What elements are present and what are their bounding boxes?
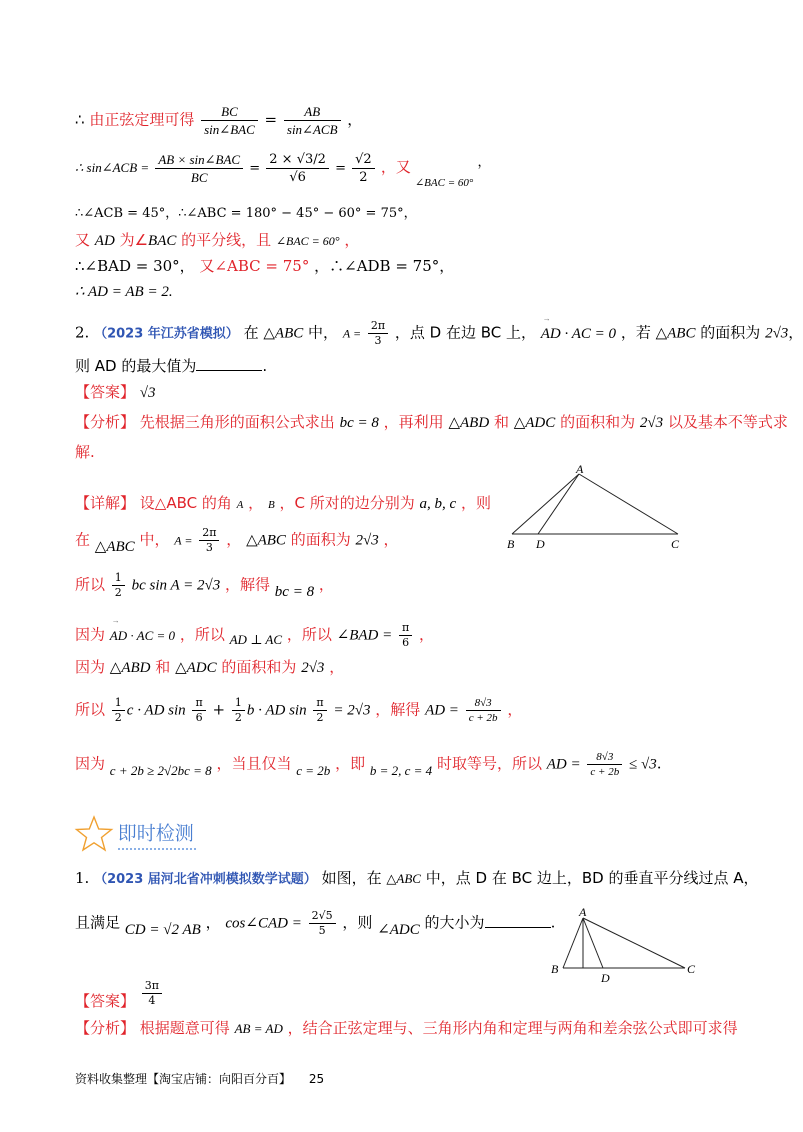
text: ， bbox=[226, 530, 242, 549]
line-ad: ∴ AD = AB = 2. bbox=[75, 284, 173, 300]
punct: ， bbox=[344, 231, 360, 249]
punct: . bbox=[550, 913, 556, 932]
denominator: 2 bbox=[359, 170, 368, 185]
expr: AD ⊥ AC bbox=[229, 631, 283, 647]
angle: ∠ADC bbox=[377, 921, 420, 938]
lhs: ∴ sin∠ACB = bbox=[75, 160, 150, 175]
text: ∴∠BAD = 30°， bbox=[75, 257, 195, 275]
text: 时取等号，所以 bbox=[436, 754, 542, 773]
text: 如图，在 bbox=[321, 869, 382, 887]
area: 2√3 bbox=[355, 532, 379, 549]
denominator: BC bbox=[190, 170, 208, 185]
problem1-answer bbox=[75, 979, 164, 1010]
denominator: 3 bbox=[374, 334, 382, 347]
vector-equation: → AD · AC = 0 bbox=[110, 628, 175, 643]
text: ，解得 bbox=[225, 575, 271, 594]
fraction bbox=[199, 527, 219, 554]
fraction bbox=[155, 152, 243, 185]
var: B bbox=[267, 499, 275, 511]
edge-ac bbox=[583, 918, 685, 968]
denominator: 6 bbox=[195, 711, 203, 724]
detail-line6 bbox=[75, 697, 522, 724]
text: 又 bbox=[75, 231, 91, 249]
punct: . bbox=[656, 754, 662, 773]
vertex-c: C bbox=[687, 962, 696, 976]
numerator: 8√3 bbox=[587, 751, 622, 765]
text: ，又 bbox=[380, 158, 411, 176]
text: 根据题意可得 bbox=[139, 1019, 230, 1037]
expr: = 2√3 bbox=[333, 702, 371, 719]
fraction bbox=[368, 320, 388, 347]
area: 2√3 bbox=[301, 660, 325, 676]
expr: c = 2b bbox=[296, 762, 331, 778]
analysis-label: 【分析】 bbox=[75, 413, 136, 431]
footer bbox=[75, 1073, 324, 1085]
detail-line7 bbox=[75, 751, 662, 778]
denominator: 4 bbox=[148, 994, 156, 1007]
numerator: 2 × √3/2 bbox=[266, 152, 329, 169]
text: 和 bbox=[155, 658, 171, 676]
text: ， bbox=[248, 494, 264, 512]
numerator: 2√5 bbox=[309, 910, 336, 924]
fraction bbox=[112, 697, 125, 724]
denominator: 6 bbox=[402, 636, 410, 649]
text: 以及基本不等式求 bbox=[667, 413, 788, 431]
punct: ， bbox=[507, 700, 523, 719]
line-sine-rule: ∴ 由正弦定理可得 $\frac{BC}{\text{sin∠BAC}}$ = $\frac{AB}{\text{sin∠ACB}}$ ， bbox=[75, 104, 363, 137]
vertex-d: D bbox=[601, 971, 610, 985]
angle: ∠BAC = 60° bbox=[275, 234, 340, 248]
text: 的面积和为 bbox=[560, 413, 636, 431]
edge-ab bbox=[512, 474, 579, 534]
text: 中， bbox=[139, 530, 170, 549]
area: 2√3 bbox=[765, 325, 789, 342]
edge-ad bbox=[538, 474, 579, 534]
text: ，再利用 bbox=[383, 413, 444, 431]
text: ，则 bbox=[460, 494, 491, 512]
problem1-stem bbox=[75, 871, 759, 886]
term: b · AD sin bbox=[246, 702, 307, 719]
detail-line3 bbox=[75, 572, 334, 599]
edge-ab bbox=[563, 918, 583, 968]
problem2-analysis-line2: 解. bbox=[75, 443, 95, 461]
triangle: △ABC bbox=[263, 325, 304, 342]
fraction bbox=[192, 697, 205, 724]
problem2-stem-line2 bbox=[75, 358, 267, 374]
angle: A = bbox=[342, 326, 362, 341]
problem2-answer bbox=[75, 385, 156, 401]
text: 的面积和为 bbox=[221, 658, 297, 676]
source: （2023 年江苏省模拟） bbox=[94, 326, 239, 342]
punct: ， bbox=[419, 625, 435, 644]
segment: AD bbox=[94, 233, 115, 249]
expr: AB = AD bbox=[234, 1021, 283, 1036]
text: 的面积为 bbox=[290, 530, 351, 549]
edge-ad bbox=[583, 918, 603, 968]
problem2-stem bbox=[75, 320, 803, 347]
text: ， bbox=[383, 530, 399, 549]
detail-line1 bbox=[75, 496, 491, 512]
denominator: 2 bbox=[316, 711, 324, 724]
text: 因为 bbox=[75, 658, 106, 676]
answer-blank[interactable] bbox=[485, 915, 551, 928]
denominator: c + 2b bbox=[590, 766, 620, 778]
problem2-analysis bbox=[75, 415, 788, 431]
line-sin-acb: ∴ sin∠ACB = $\frac{\text{AB × sin∠BAC}}{BC}$ = $\frac{2 \times √3/2}{√6}$ = $\frac{√2}{2}$ ，又 $_{\angle BAC = 60^\circ}$ ， bbox=[75, 152, 491, 189]
text: 设△ABC 的角 bbox=[139, 494, 232, 512]
text: 中，点 D 在 BC 边上，BD 的垂直平分线过点 A， bbox=[425, 869, 759, 887]
fraction bbox=[284, 104, 341, 137]
problem1-analysis bbox=[75, 1021, 738, 1036]
area: 2√3 bbox=[639, 415, 664, 431]
numerator: AB × sin∠BAC bbox=[155, 152, 243, 169]
therefore-symbol: ∴ bbox=[75, 110, 85, 129]
numerator: 3π bbox=[142, 980, 162, 994]
fraction bbox=[112, 572, 125, 599]
text: 因为 bbox=[75, 754, 106, 773]
triangle: △ABC bbox=[655, 325, 696, 342]
text: ，所以 bbox=[286, 625, 332, 644]
fraction bbox=[232, 697, 245, 724]
triangle: △ABC bbox=[246, 532, 286, 549]
triangle: △ABC bbox=[386, 871, 421, 886]
text: ，所以 bbox=[179, 625, 225, 644]
fraction bbox=[142, 980, 162, 1007]
numerator: π bbox=[399, 622, 412, 636]
punct: ， bbox=[347, 110, 363, 129]
text: 的面积为 bbox=[700, 323, 761, 342]
numerator: √2 bbox=[352, 152, 375, 169]
text: 因为 bbox=[75, 625, 106, 644]
vertex-c: C bbox=[671, 537, 680, 551]
text: ，当且仅当 bbox=[216, 754, 292, 773]
numerator: AB bbox=[284, 104, 341, 121]
numerator: 1 bbox=[232, 697, 245, 711]
expr: b = 2, c = 4 bbox=[369, 762, 433, 778]
numerator: 8√3 bbox=[466, 697, 501, 711]
text: 为∠ bbox=[119, 231, 149, 249]
numerator: π bbox=[192, 697, 205, 711]
text: ，∴∠ADB = 75°， bbox=[314, 257, 455, 275]
numerator: 1 bbox=[112, 697, 125, 711]
text: ， bbox=[329, 658, 345, 676]
denominator: 2 bbox=[114, 586, 122, 599]
denominator: 3 bbox=[205, 541, 213, 554]
fraction bbox=[313, 697, 326, 724]
triangle: △ABD bbox=[109, 660, 151, 676]
expr: AD = bbox=[425, 702, 459, 719]
vertex-a: A bbox=[576, 462, 584, 476]
vector-equation: → AD · AC = 0 bbox=[541, 326, 616, 342]
fraction bbox=[309, 910, 336, 937]
expr: AD = bbox=[546, 756, 581, 773]
text: 由正弦定理可得 bbox=[89, 110, 195, 129]
fraction bbox=[266, 152, 329, 185]
fraction bbox=[201, 104, 258, 137]
text: ， bbox=[318, 575, 334, 594]
angle: A = bbox=[174, 533, 193, 548]
expr: cos∠CAD = bbox=[225, 915, 302, 932]
expr: bc = 8 bbox=[339, 415, 379, 431]
problem1-stem-line2 bbox=[75, 910, 555, 937]
denominator: 2 bbox=[114, 711, 122, 724]
text: 和 bbox=[493, 413, 509, 431]
numerator: π bbox=[313, 697, 326, 711]
denominator: sin∠ACB bbox=[286, 122, 338, 137]
text: 中， bbox=[308, 323, 339, 342]
denominator: 2 bbox=[234, 711, 242, 724]
footer-text: 资料收集整理【淘宝店铺：向阳百分百】 bbox=[75, 1072, 292, 1086]
star-icon bbox=[75, 815, 113, 853]
text: ， bbox=[205, 913, 221, 932]
answer-label: 【答案】 bbox=[75, 991, 136, 1010]
triangle: △ADC bbox=[513, 415, 556, 431]
denominator: √6 bbox=[289, 170, 306, 185]
numerator: 1 bbox=[112, 572, 125, 586]
text: ，C 所对的边分别为 bbox=[279, 494, 415, 512]
detail-label: 【详解】 bbox=[75, 494, 136, 512]
figure-triangle-1 bbox=[545, 905, 705, 985]
numerator: 2π bbox=[199, 527, 219, 541]
triangle: △ABD bbox=[448, 415, 490, 431]
numerator: BC bbox=[201, 104, 258, 121]
text: 在 bbox=[243, 323, 259, 342]
text: 且满足 bbox=[75, 913, 121, 932]
text: ，则 bbox=[342, 913, 373, 932]
number: 2. bbox=[75, 323, 90, 342]
answer-label: 【答案】 bbox=[75, 383, 136, 401]
condition: CD = √2 AB bbox=[124, 921, 201, 938]
var: a, b, c bbox=[419, 496, 457, 512]
source: （2023 届河北省冲刺模拟数学试题） bbox=[94, 872, 317, 887]
edge-ac bbox=[579, 474, 678, 534]
triangle: △ADC bbox=[175, 660, 217, 676]
text: 又∠ABC = 75° bbox=[199, 257, 310, 275]
angle: BAC bbox=[148, 233, 177, 249]
text: 在 bbox=[75, 530, 91, 549]
line-bad bbox=[75, 259, 454, 274]
section-title: 即时检测 bbox=[117, 822, 194, 845]
number: 1. bbox=[75, 869, 90, 887]
inequality: c + 2b ≥ 2√2bc = 8 bbox=[109, 762, 212, 778]
fraction bbox=[587, 751, 622, 778]
punct: ， bbox=[788, 323, 803, 342]
text: 的平分线，且 bbox=[181, 231, 272, 249]
detail-line2 bbox=[75, 527, 399, 554]
vertex-a: A bbox=[579, 905, 587, 919]
figure-triangle-2 bbox=[500, 462, 700, 554]
fraction bbox=[466, 697, 501, 724]
detail-line5 bbox=[75, 660, 344, 676]
text: 先根据三角形的面积公式求出 bbox=[139, 413, 335, 431]
answer-blank[interactable] bbox=[196, 358, 262, 371]
text: ，点 D 在边 BC 上， bbox=[394, 323, 536, 342]
detail-line4 bbox=[75, 622, 434, 649]
line-bisector bbox=[75, 233, 359, 249]
text: 所以 bbox=[75, 575, 106, 594]
denominator: 5 bbox=[318, 924, 326, 937]
text: 的大小为 bbox=[424, 913, 485, 932]
vertex-b: B bbox=[551, 962, 559, 976]
expr: bc = 8 bbox=[274, 583, 315, 600]
expr: bc sin A = 2√3 bbox=[131, 577, 221, 594]
analysis-label: 【分析】 bbox=[75, 1019, 136, 1037]
text: 则 AD 的最大值为 bbox=[75, 357, 197, 375]
page-number: 25 bbox=[308, 1072, 325, 1086]
var: A bbox=[236, 499, 244, 511]
angle: ∠BAC = 60° bbox=[414, 177, 474, 189]
angle: ∠BAD = bbox=[336, 627, 393, 644]
denominator: sin∠BAC bbox=[204, 122, 255, 137]
term: c · AD sin bbox=[126, 702, 186, 719]
punct: ， bbox=[477, 155, 491, 170]
vertex-b: B bbox=[507, 537, 515, 551]
answer-value: √3 bbox=[139, 385, 156, 401]
plus: + bbox=[212, 700, 226, 719]
fraction bbox=[399, 622, 412, 649]
section-underline bbox=[118, 848, 196, 850]
text: ，结合正弦定理与、三角形内角和定理与两角和差余弦公式即可求得 bbox=[287, 1019, 738, 1037]
text: ，即 bbox=[335, 754, 366, 773]
punct: . bbox=[262, 357, 268, 375]
text: 所以 bbox=[75, 700, 106, 719]
text: ，若 bbox=[620, 323, 651, 342]
line-angles: ∴∠ACB = 45°，∴∠ABC = 180° − 45° − 60° = 75°， bbox=[75, 206, 417, 221]
triangle: △ABC bbox=[94, 538, 135, 555]
expr: ≤ √3 bbox=[629, 756, 657, 773]
denominator: c + 2b bbox=[468, 712, 498, 724]
vertex-d: D bbox=[536, 537, 545, 551]
numerator: 2π bbox=[368, 320, 388, 334]
text: ，解得 bbox=[375, 700, 421, 719]
fraction bbox=[352, 152, 375, 185]
